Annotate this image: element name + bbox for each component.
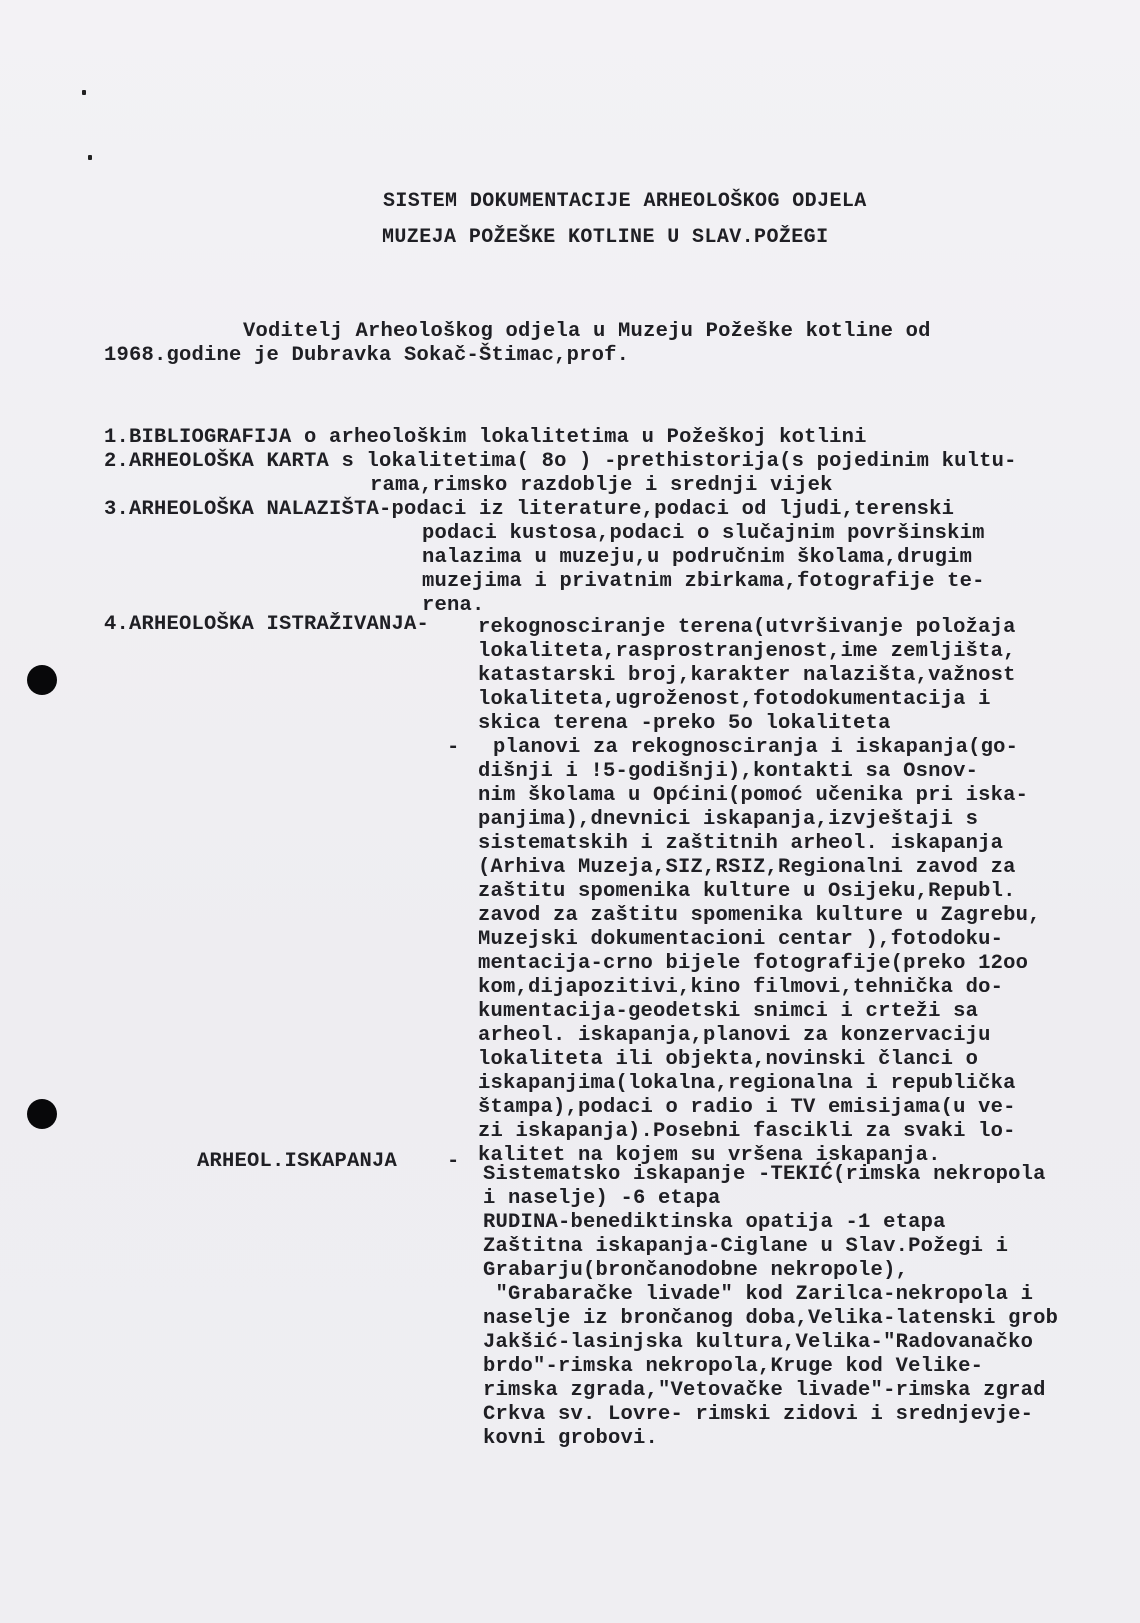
excavations-line: Jakšić-lasinjska kultura,Velika-"Radovanačko (483, 1331, 1034, 1354)
item-4-plans-line: dišnji i !5-godišnji),kontakti sa Osnov- (478, 760, 979, 783)
intro-line-1: Voditelj Arheološkog odjela u Muzeju Požeške kotline od (243, 320, 931, 343)
excavations-line: i naselje) -6 etapa (483, 1187, 721, 1210)
item-4-research-line: lokaliteta,rasprostranjenost,ime zemljišta, (478, 640, 1016, 663)
item-4-plans-line: planovi za rekognosciranja i iskapanja(go- (493, 736, 1019, 759)
excavations-label: ARHEOL.ISKAPANJA (197, 1150, 398, 1173)
item-3-sites-line-5: rena. (422, 594, 485, 617)
intro-line-2: 1968.godine je Dubravka Sokač-Štimac,prof. (104, 344, 630, 367)
item-4-plans-line: sistematskih i zaštitnih arheol. iskapanja (478, 832, 1004, 855)
item-4-dash: - (447, 736, 460, 759)
excavations-line: Sistematsko iskapanje -TEKIĆ(rimska nekropola (483, 1163, 1046, 1186)
excavations-line: Grabarju(brončanodobne nekropole), (483, 1259, 909, 1282)
item-3-sites-line-2: podaci kustosa,podaci o slučajnim površinskim (422, 522, 985, 545)
item-4-plans-line: kumentacija-geodetski snimci i crteži sa (478, 1000, 979, 1023)
item-4-plans-line: zaštitu spomenika kulture u Osijeku,Republ. (478, 880, 1016, 903)
item-4-research-line: katastarski broj,karakter nalazišta,važnost (478, 664, 1016, 687)
ink-speck (82, 90, 86, 95)
item-3-sites-line-1: 3.ARHEOLOŠKA NALAZIŠTA-podaci iz literature,podaci od ljudi,terenski (104, 498, 955, 521)
excavations-line: kovni grobovi. (483, 1427, 659, 1450)
item-4-plans-line: zi iskapanja).Posebni fascikli za svaki lo- (478, 1120, 1016, 1143)
item-4-plans-line: Muzejski dokumentacioni centar ),fotodoku- (478, 928, 1004, 951)
excavations-line: naselje iz brončanog doba,Velika-latenski grob (483, 1307, 1059, 1330)
document-title-line-2: MUZEJA POŽEŠKE KOTLINE U SLAV.POŽEGI (382, 226, 829, 249)
item-3-sites-line-3: nalazima u muzeju,u područnim školama,drugim (422, 546, 973, 569)
item-4-research-line: skica terena -preko 5o lokaliteta (478, 712, 891, 735)
item-4-plans-line: (Arhiva Muzeja,SIZ,RSIZ,Regionalni zavod za (478, 856, 1016, 879)
excavations-line: "Grabaračke livade" kod Zarilca-nekropola i (483, 1283, 1034, 1306)
item-2-map-line-1: 2.ARHEOLOŠKA KARTA s lokalitetima( 8o ) -prethistorija(s pojedinim kultu- (104, 450, 1017, 473)
item-4-plans-line: arheol. iskapanja,planovi za konzervaciju (478, 1024, 991, 1047)
item-4-plans-line: mentacija-crno bijele fotografije(preko 12oo (478, 952, 1029, 975)
excavations-line: rimska zgrada,"Vetovačke livade"-rimska zgrad (483, 1379, 1046, 1402)
excavations-dash: - (447, 1150, 460, 1173)
item-4-plans-line: panjima),dnevnici iskapanja,izvještaji s (478, 808, 979, 831)
item-1-bibliography: 1.BIBLIOGRAFIJA o arheološkim lokalitetima u Požeškoj kotlini (104, 426, 867, 449)
item-4-plans-line: štampa),podaci o radio i TV emisijama(u ve- (478, 1096, 1016, 1119)
excavations-line: brdo"-rimska nekropola,Kruge kod Velike- (483, 1355, 984, 1378)
item-4-plans-line: iskapanjima(lokalna,regionalna i republička (478, 1072, 1016, 1095)
punch-hole-top (27, 665, 57, 695)
item-4-research-line: rekognosciranje terena(utvršivanje položaja (478, 616, 1016, 639)
item-4-research-line: lokaliteta,ugroženost,fotodokumentacija i (478, 688, 991, 711)
item-4-plans-line: zavod za zaštitu spomenika kulture u Zagrebu, (478, 904, 1041, 927)
excavations-line: RUDINA-benediktinska opatija -1 etapa (483, 1211, 946, 1234)
item-4-plans-line: kom,dijapozitivi,kino filmovi,tehnička do- (478, 976, 1004, 999)
excavations-line: Crkva sv. Lovre- rimski zidovi i srednjevje- (483, 1403, 1034, 1426)
item-2-map-line-2: rama,rimsko razdoblje i srednji vijek (370, 474, 833, 497)
item-4-plans-line: kalitet na kojem su vršena iskapanja. (478, 1144, 941, 1167)
item-4-research-label: 4.ARHEOLOŠKA ISTRAŽIVANJA- (104, 613, 430, 636)
item-4-plans-line: lokaliteta ili objekta,novinski članci o (478, 1048, 979, 1071)
excavations-line: Zaštitna iskapanja-Ciglane u Slav.Požegi i (483, 1235, 1009, 1258)
punch-hole-bottom (27, 1099, 57, 1129)
item-3-sites-line-4: muzejima i privatnim zbirkama,fotografije te- (422, 570, 985, 593)
ink-speck (88, 155, 92, 160)
document-title-line-1: SISTEM DOKUMENTACIJE ARHEOLOŠKOG ODJELA (383, 190, 867, 213)
item-4-plans-line: nim školama u Općini(pomoć učenika pri iska- (478, 784, 1029, 807)
